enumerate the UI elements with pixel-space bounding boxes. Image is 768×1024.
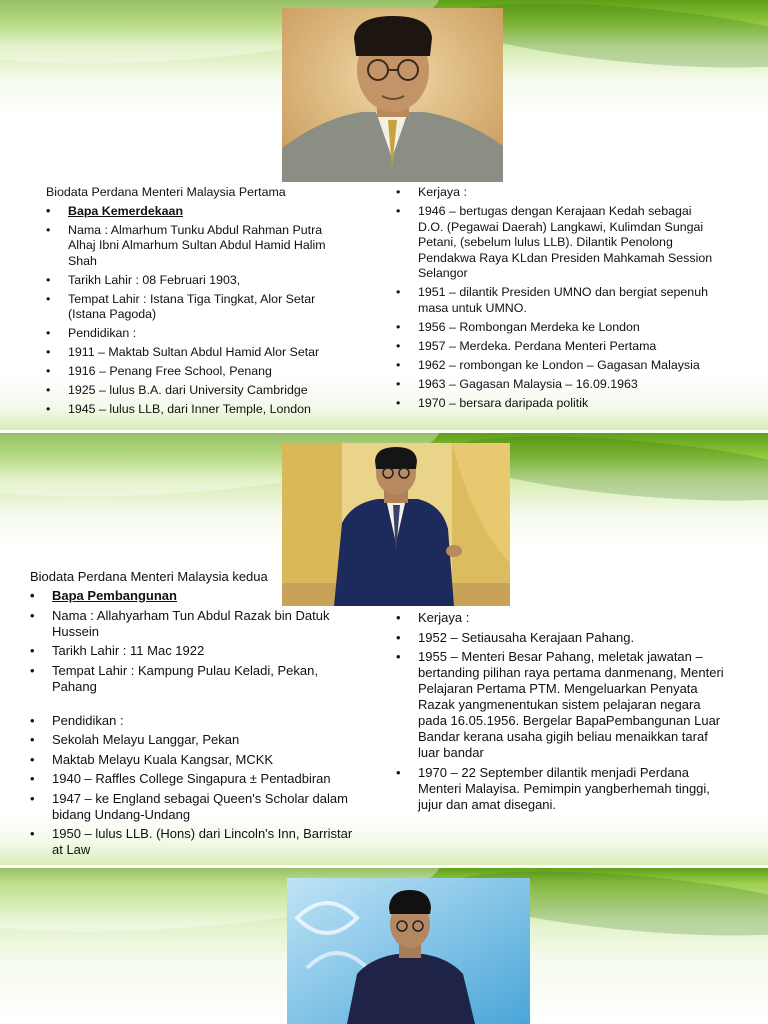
career-column — [396, 185, 716, 415]
list-item: • 1970 – bersara daripada politik — [396, 396, 716, 412]
list-item: • Kerjaya : — [396, 610, 728, 626]
list-item: • 1952 – Setiausaha Kerajaan Pahang. — [396, 630, 728, 646]
list-item: • 1925 – lulus B.A. dari University Cambridge — [46, 383, 346, 399]
list-item: • Bapa Kemerdekaan — [46, 204, 346, 220]
portrait-third-prime-minister — [287, 878, 530, 1024]
biodata-title: Biodata Perdana Menteri Malaysia kedua — [30, 569, 268, 584]
biodata-column — [30, 569, 360, 862]
list-item: • Pendidikan : — [46, 326, 346, 342]
list-item: • Tarikh Lahir : 08 Februari 1903, — [46, 273, 346, 289]
list-item: • 1940 – Raffles College Singapura ± Pentadbiran — [30, 771, 360, 787]
list-item: • 1962 – rombongan ke London – Gagasan Malaysia — [396, 358, 716, 374]
list-item: • 1963 – Gagasan Malaysia – 16.09.1963 — [396, 377, 716, 393]
list-item: • Maktab Melayu Kuala Kangsar, MCKK — [30, 752, 360, 768]
list-item: • Pendidikan : — [30, 713, 360, 729]
list-item: • Kerjaya : — [396, 185, 716, 201]
list-item: • Nama : Almarhum Tunku Abdul Rahman Putra Alhaj Ibni Almarhum Sultan Abdul Hamid Halim Shah — [46, 223, 346, 270]
list-item: • Tarikh Lahir : 11 Mac 1922 — [30, 643, 360, 659]
list-item: • 1916 – Penang Free School, Penang — [46, 364, 346, 380]
career-column — [396, 610, 728, 816]
list-item: • Sekolah Melayu Langgar, Pekan — [30, 732, 360, 748]
career-list — [396, 610, 728, 813]
portrait-first-prime-minister — [282, 8, 503, 182]
list-item: • Tempat Lahir : Istana Tiga Tingkat, Alor Setar (Istana Pagoda) — [46, 292, 346, 323]
career-list — [396, 185, 716, 411]
list-item: • 1970 – 22 September dilantik menjadi Perdana Menteri Malayisa. Pemimpin yangberhemah tinggi, jujur dan amat disegani. — [396, 765, 728, 813]
list-item: • 1956 – Rombongan Merdeka ke London — [396, 320, 716, 336]
list-item: • 1946 – bertugas dengan Kerajaan Kedah sebagai D.O. (Pegawai Daerah) Langkawi, Kulimdan Sungai Petani, (sebelum lulus LLB). Dilantik Penolong Pendakwa Raya KLdan Presiden Mahkamah Session Selangor — [396, 204, 716, 282]
list-item: • 1951 – dilantik Presiden UMNO dan bergiat sepenuh masa untuk UMNO. — [396, 285, 716, 316]
biodata-list — [46, 204, 346, 418]
list-item: • 1945 – lulus LLB, dari Inner Temple, London — [46, 402, 346, 418]
biodata-column — [46, 185, 346, 421]
slide-3 — [0, 868, 768, 1024]
slide-2 — [0, 433, 768, 865]
list-item: • Tempat Lahir : Kampung Pulau Keladi, Pekan, Pahang — [30, 663, 360, 695]
list-item: • 1947 – ke England sebagai Queen's Scholar dalam bidang Undang-Undang — [30, 791, 360, 823]
biodata-list — [30, 588, 360, 858]
list-item: • 1911 – Maktab Sultan Abdul Hamid Alor Setar — [46, 345, 346, 361]
biodata-title: Biodata Perdana Menteri Malaysia Pertama — [46, 185, 286, 199]
list-item: • 1957 – Merdeka. Perdana Menteri Pertama — [396, 339, 716, 355]
list-item: • 1955 – Menteri Besar Pahang, meletak jawatan – bertanding pilihan raya pertama danmenang, Menteri Pelajaran Pertama PTM. Mengeluarkan Penyata Razak yangmenentukan sistem pelajaran negara pada 16.05.1956. Bergelar BapaPembangunan Luar Bandar kerana usaha gigih beliau menaikkan taraf luar bandar — [396, 649, 728, 761]
list-item: • Bapa Pembangunan — [30, 588, 360, 604]
list-item: • Nama : Allahyarham Tun Abdul Razak bin Datuk Hussein — [30, 608, 360, 640]
list-item: • 1950 – lulus LLB. (Hons) dari Lincoln's Inn, Barristar at Law — [30, 826, 360, 858]
slide-1 — [0, 0, 768, 430]
